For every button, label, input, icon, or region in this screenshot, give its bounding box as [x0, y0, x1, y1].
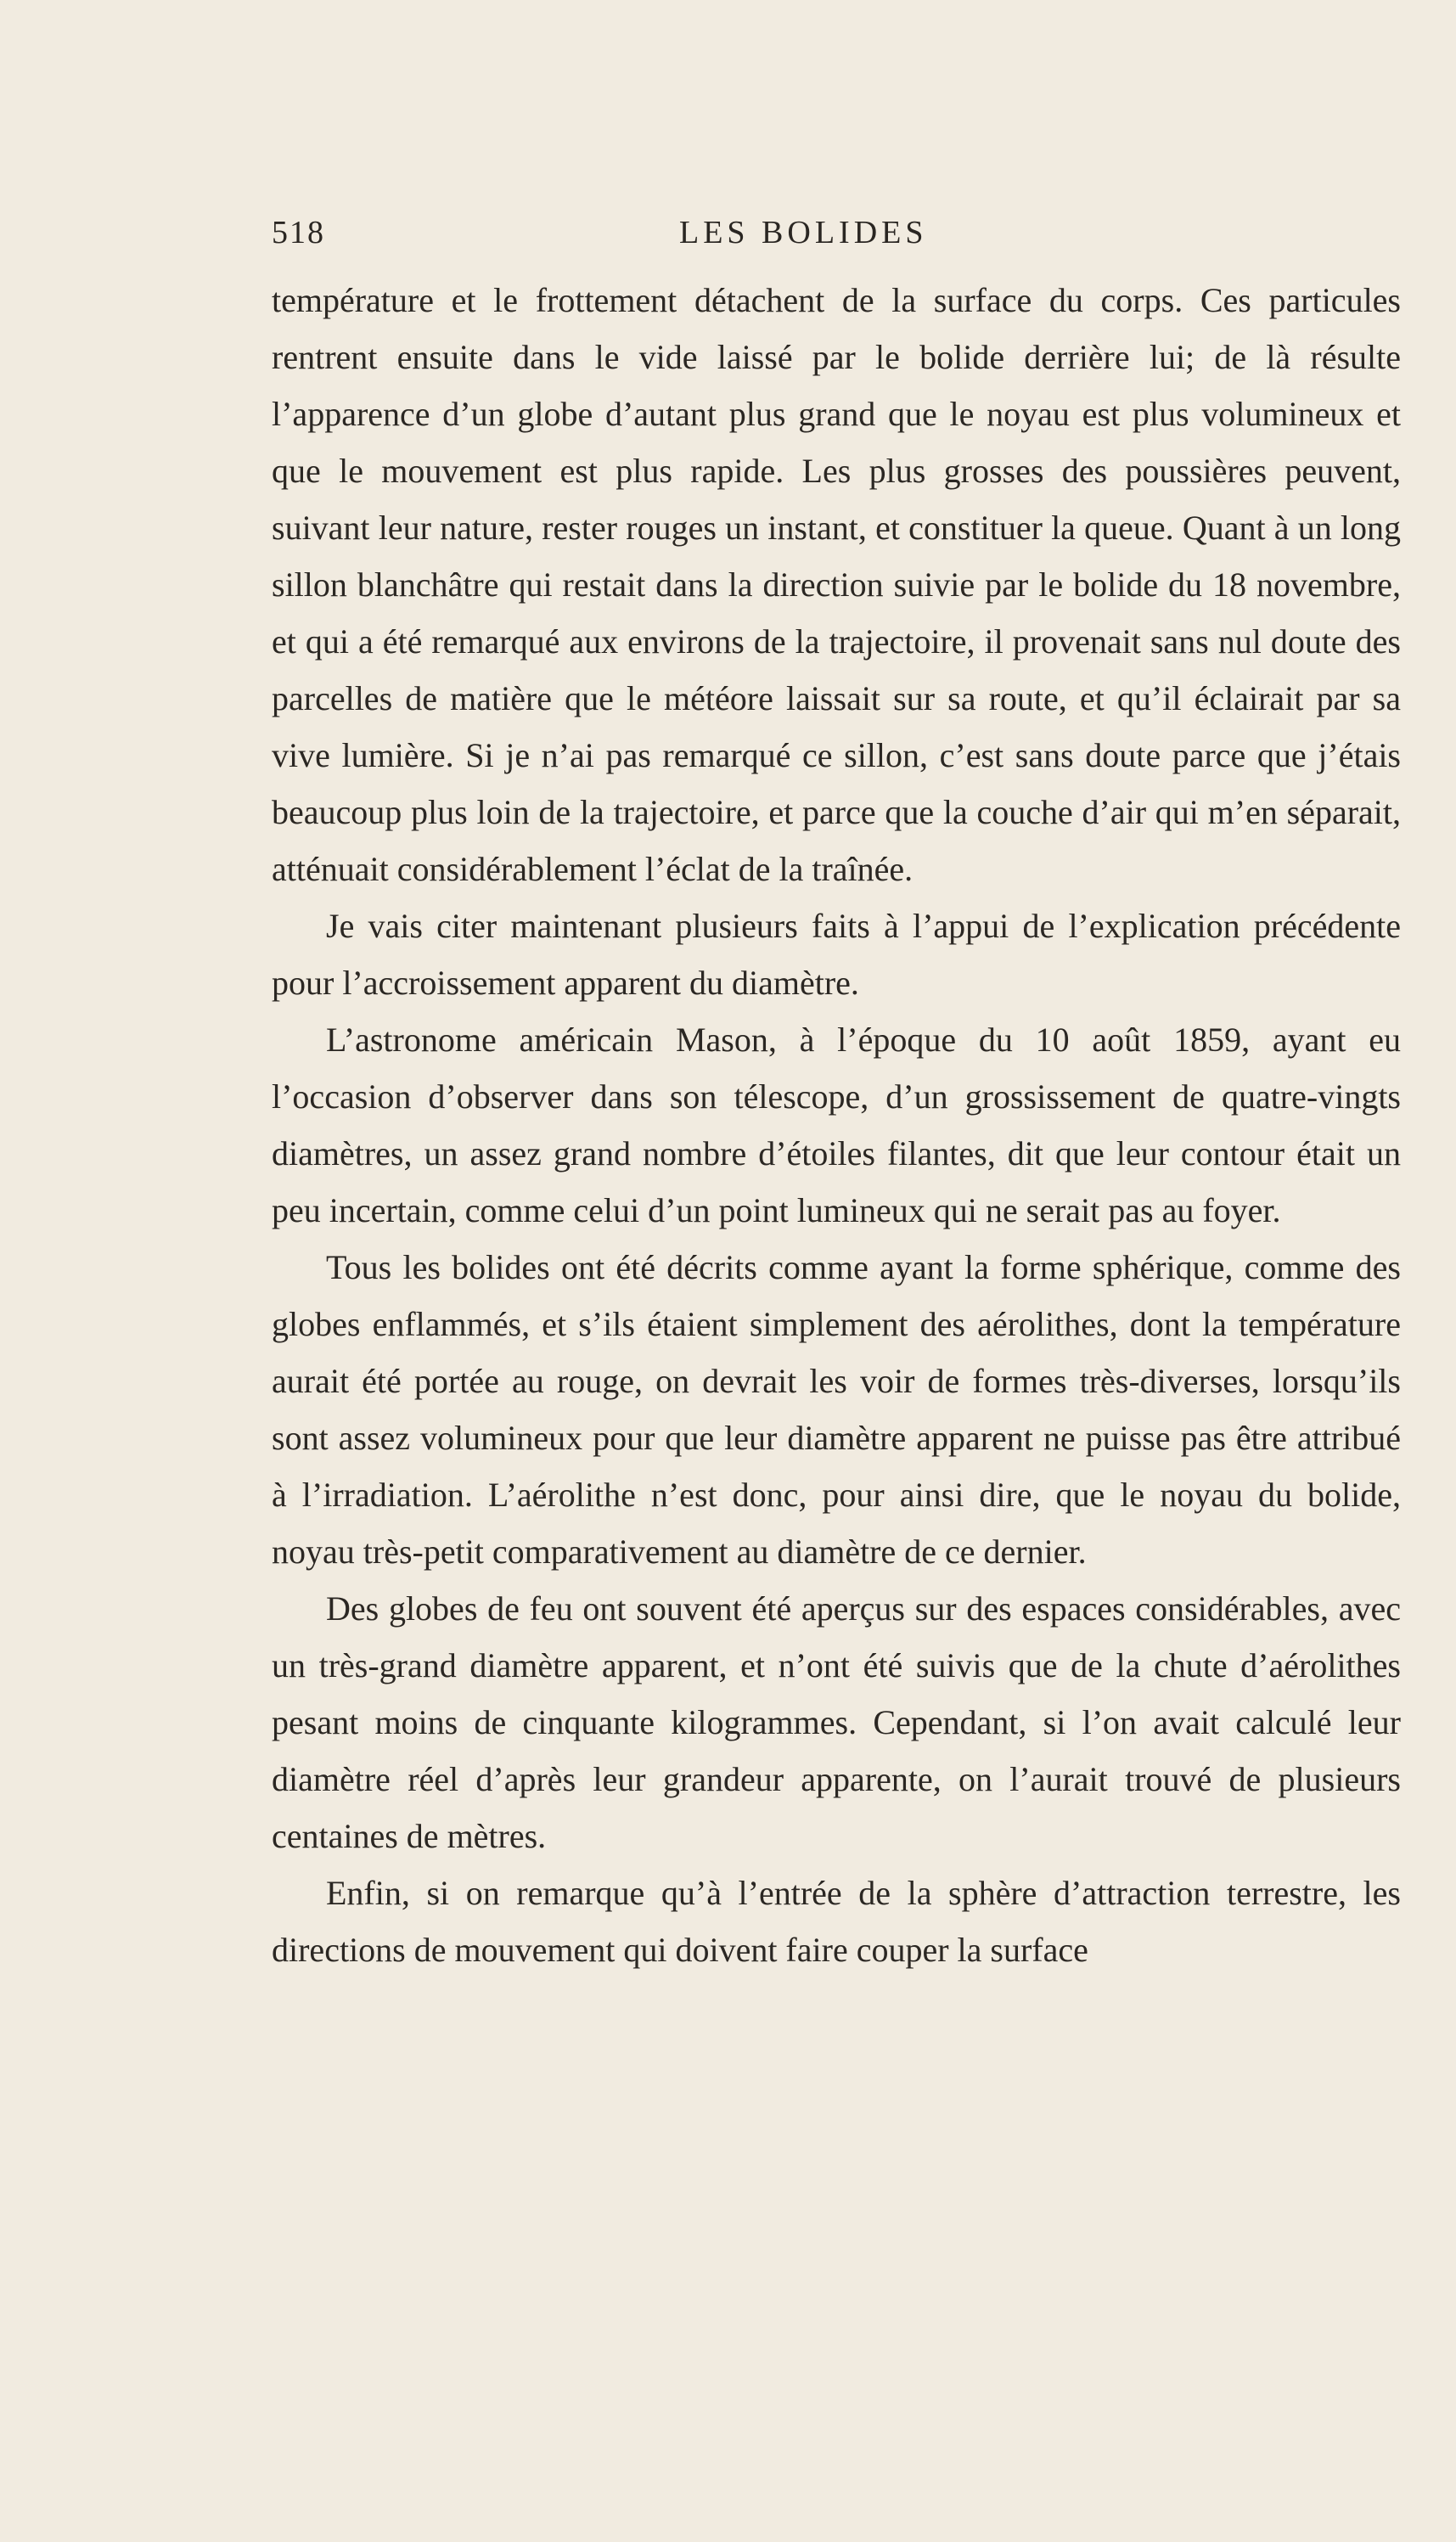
page-number: 518 — [272, 215, 325, 250]
running-title: LES BOLIDES — [679, 215, 928, 250]
paragraph-1: température et le frottement détachent de la surface du corps. Ces particules rentrent ensuite dans le vide laissé par le bolide derrière lui; de là résulte l’apparence d’un globe d’autant plus grand que le noyau est plus volumineux et que le mouvement est plus rapide. Les plus grosses des poussières peuvent, suivant leur nature, rester rouges un instant, et constituer la queue. Quant à un long sillon blanchâtre qui restait dans la direction suivie par le bolide du 18 novembre, et qui a été remarqué aux environs de la trajectoire, il provenait sans nul doute des parcelles de matière que le météore laissait sur sa route, et qu’il éclairait par sa vive lumière. Si je n’ai pas remarqué ce sillon, c’est sans doute parce que j’étais beaucoup plus loin de la trajectoire, et parce que la couche d’air qui m’en séparait, atténuait considérablement l’éclat de la traînée. — [272, 281, 1401, 888]
running-head — [272, 214, 1401, 265]
paragraph-6: Enfin, si on remarque qu’à l’entrée de la sphère d’attraction terrestre, les directions de mouvement qui doivent faire couper la surface — [272, 1874, 1401, 1969]
paragraph-4: Tous les bolides ont été décrits comme ayant la forme sphérique, comme des globes enflammés, et s’ils étaient simplement des aérolithes, dont la température aurait été portée au rouge, on devrait les voir de formes très-diverses, lorsqu’ils sont assez volumineux pour que leur diamètre apparent ne puisse pas être attribué à l’irradiation. L’aérolithe n’est donc, pour ainsi dire, que le noyau du bolide, noyau très-petit comparativement au diamètre de ce dernier. — [272, 1248, 1401, 1571]
paragraph-2: Je vais citer maintenant plusieurs faits à l’appui de l’explication précédente pour l’accroissement apparent du diamètre. — [272, 907, 1401, 1002]
body-text — [272, 272, 1401, 1978]
paragraph-5: Des globes de feu ont souvent été aperçus sur des espaces considérables, avec un très-grand diamètre apparent, et n’ont été suivis que de la chute d’aérolithes pesant moins de cinquante kilogrammes. Cependant, si l’on avait calculé leur diamètre réel d’après leur grandeur apparente, on l’aurait trouvé de plusieurs centaines de mètres. — [272, 1589, 1401, 1855]
paragraph-3: L’astronome américain Mason, à l’époque du 10 août 1859, ayant eu l’occasion d’observer dans son télescope, d’un grossissement de quatre-vingts diamètres, un assez grand nombre d’étoiles filantes, dit que leur contour était un peu incertain, comme celui d’un point lumineux qui ne serait pas au foyer. — [272, 1021, 1401, 1229]
